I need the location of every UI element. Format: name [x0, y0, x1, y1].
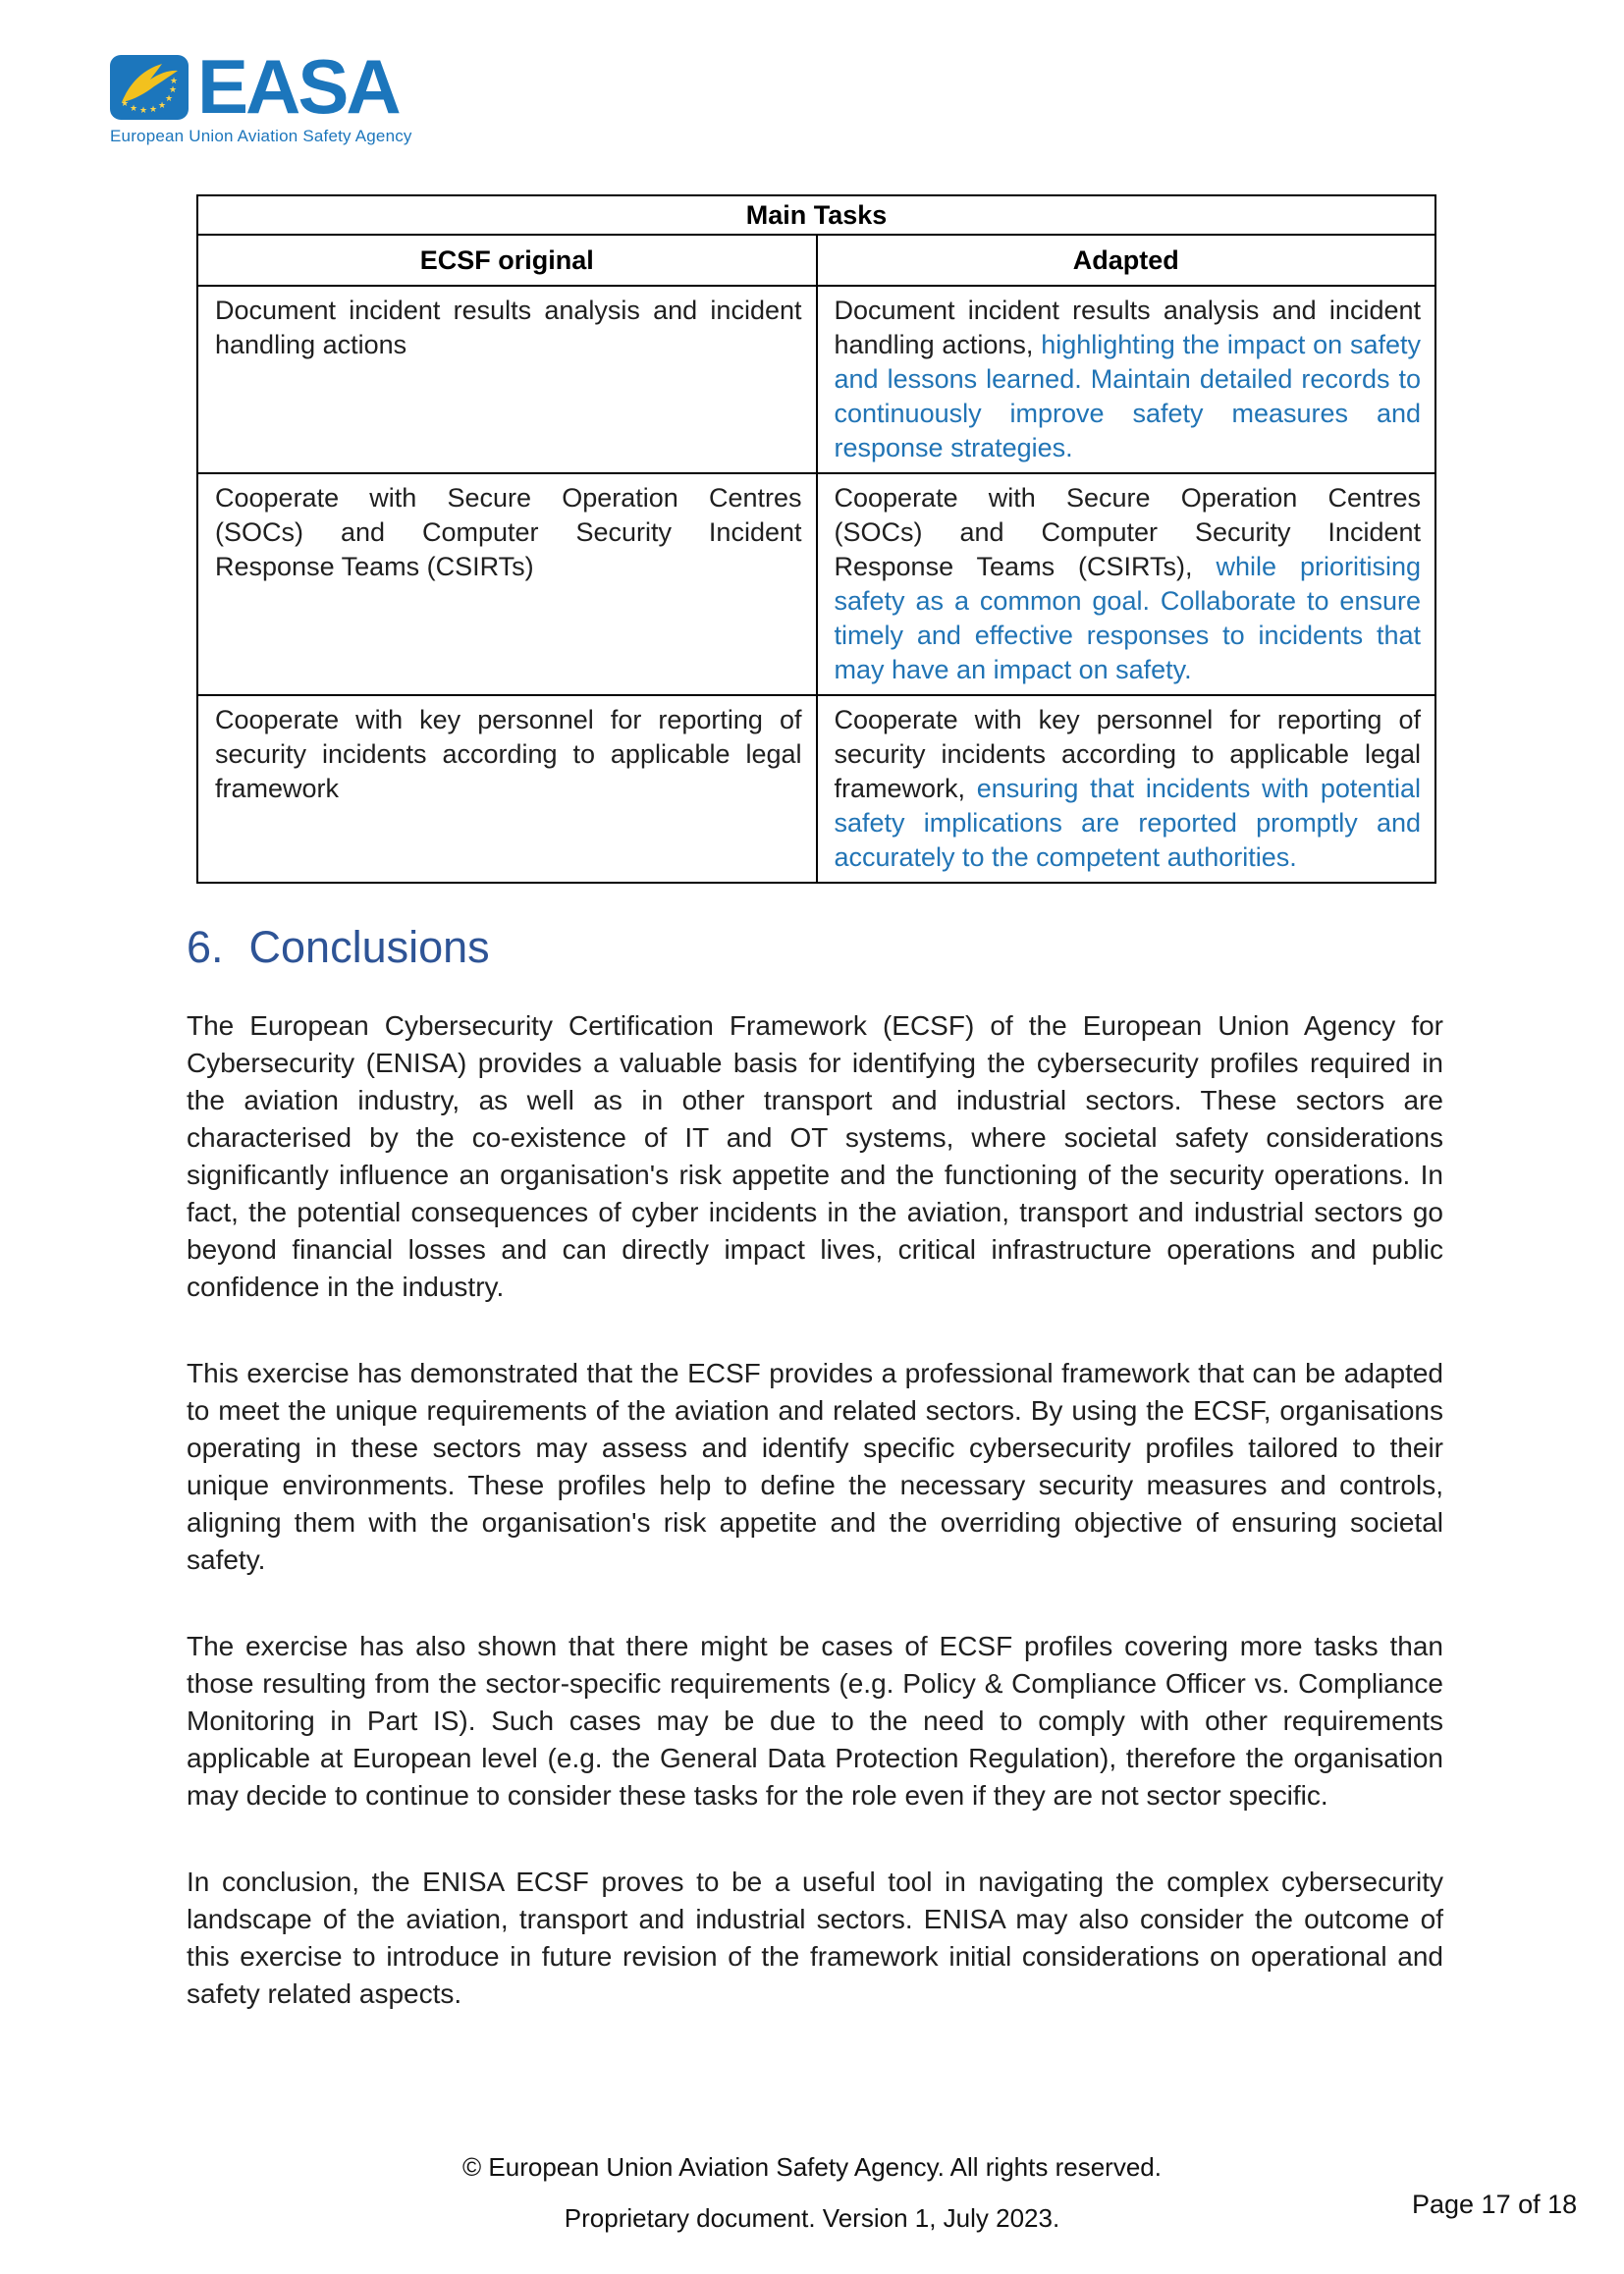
eu-star-icon: ★ [149, 104, 158, 114]
logo-mark [110, 55, 189, 120]
eu-star-icon: ★ [170, 76, 179, 85]
table-row [197, 695, 1435, 883]
table-title: Main Tasks [197, 195, 1435, 235]
footer-version: Proprietary document. Version 1, July 2023. [564, 2203, 1060, 2233]
adapted-added-text: while prioritising safety as a common goal. Collaborate to ensure timely and effective responses to incidents that may have an impact on safety. [834, 552, 1422, 684]
cell-adapted [817, 473, 1436, 695]
adapted-added-text: highlighting the impact on safety and lessons learned. Maintain detailed records to continuously improve safety measures and response strategies. [834, 330, 1421, 462]
eu-star-icon: ★ [121, 98, 130, 108]
eu-star-icon: ★ [139, 105, 148, 115]
logo-tagline: European Union Aviation Safety Agency [110, 127, 412, 145]
eu-star-icon: ★ [158, 100, 167, 110]
eu-star-icon: ★ [165, 93, 174, 103]
main-tasks-table [196, 194, 1436, 884]
conclusions-body [187, 1007, 1443, 2062]
section-number: 6. [187, 922, 224, 972]
easa-logo [110, 43, 412, 146]
cell-adapted [817, 695, 1436, 883]
footer-copyright: © European Union Aviation Safety Agency. All rights reserved. [462, 2152, 1162, 2182]
adapted-added-text: ensuring that incidents with potential safety implications are reported promptly and accurately to the competent authorities. [834, 774, 1421, 872]
adapted-original-text: Cooperate with key personnel for reporting of security incidents according to applicable legal framework, [834, 705, 1421, 803]
paragraph: The European Cybersecurity Certification Framework (ECSF) of the European Union Agency for Cybersecurity (ENISA) provides a valuable basis for identifying the cybersecurity profiles required in the aviation industry, as well as in other transport and industrial sectors. These sectors are characterised by the co-existence of IT and OT systems, where societal safety considerations significantly influence an organisation's risk appetite and the functioning of the security operations. In fact, the potential consequences of cyber incidents in the aviation, transport and industrial sectors go beyond financial losses and can directly impact lives, critical infrastructure operations and public confidence in the industry. [187, 1010, 1443, 1302]
paragraph: In conclusion, the ENISA ECSF proves to be a useful tool in navigating the complex cybersecurity landscape of the aviation, transport and industrial sectors. ENISA may also consider the outcome of this exercise to introduce in future revision of the framework initial considerations on operational and safety related aspects. [187, 1867, 1443, 2009]
logo-brand: EASA [197, 43, 399, 130]
cell-original: Cooperate with key personnel for reporting of security incidents according to applicable legal framework [197, 695, 817, 883]
col-header-adapted: Adapted [817, 235, 1436, 286]
adapted-original-text: Cooperate with Secure Operation Centres (SOCs) and Computer Security Incident Response Teams (CSIRTs), [834, 483, 1421, 581]
cell-original: Cooperate with Secure Operation Centres (SOCs) and Computer Security Incident Response Teams (CSIRTs) [197, 473, 817, 695]
page-number: Page 17 of 18 [1412, 2190, 1578, 2219]
cell-adapted [817, 286, 1436, 473]
eu-star-icon: ★ [130, 103, 138, 113]
col-header-ecsf-original: ECSF original [197, 235, 817, 286]
section-heading [187, 919, 490, 976]
eu-star-icon: ★ [169, 84, 178, 94]
page-footer [0, 2152, 1624, 2234]
cell-original: Document incident results analysis and incident handling actions [197, 286, 817, 473]
paragraph: The exercise has also shown that there might be cases of ECSF profiles covering more tasks than those resulting from the sector-specific requirements (e.g. Policy & Compliance Officer vs. Compliance Monitoring in Part IS). Such cases may be due to the need to comply with other requirements applicable at European level (e.g. the General Data Protection Regulation), therefore the organisation may decide to continue to consider these tasks for the role even if they are not sector specific. [187, 1631, 1443, 1811]
paragraph: This exercise has demonstrated that the ECSF provides a professional framework that can be adapted to meet the unique requirements of the aviation and related sectors. By using the ECSF, organisations operating in these sectors may assess and identify specific cybersecurity profiles tailored to their unique environments. These profiles help to define the necessary security measures and controls, aligning them with the organisation's risk appetite and the overriding objective of ensuring societal safety. [187, 1358, 1443, 1575]
table-row [197, 286, 1435, 473]
table-row [197, 473, 1435, 695]
section-title: Conclusions [248, 922, 490, 972]
adapted-original-text: Document incident results analysis and incident handling actions, [834, 296, 1421, 359]
